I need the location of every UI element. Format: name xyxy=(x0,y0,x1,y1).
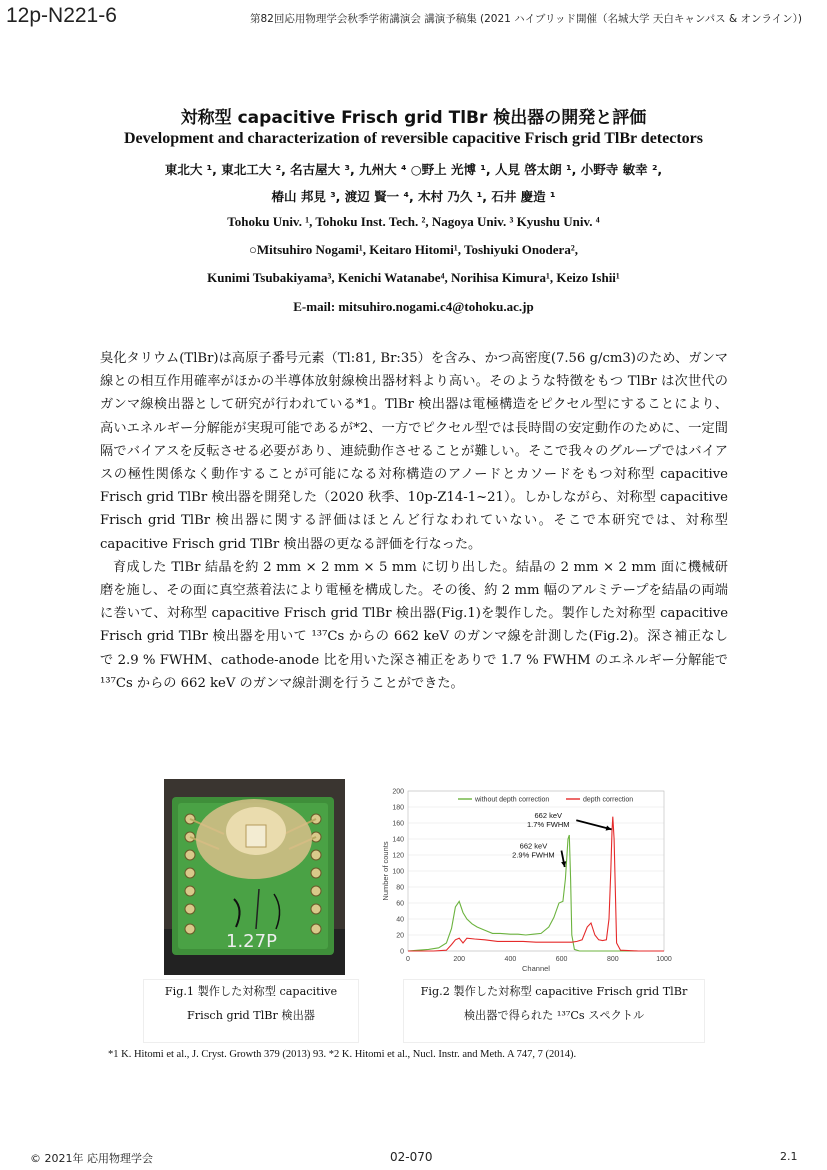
footer-page-code: 02-070 xyxy=(390,1150,433,1164)
paragraph-method: 育成した TlBr 結晶を約 2 mm × 2 mm × 5 mm に切り出した。結晶の 2 mm × 2 mm 面に機械研磨を施し、その面に真空蒸着法により電極を構成した。その後、約 2 mm 幅のアルミテープを結晶の両端に巻いて、対称型 capacitive Frisch grid TlBr 検出器(Fig.1)を製作した。製作した対称型 capacitive Frisch grid TlBr 検出器を用いて ¹³⁷Cs からの 662 keV のガンマ線を計測した(Fig.2)。深さ補正なしで 2.9 % FWHM、cathode-anode 比を用いた深さ補正をありで 1.7 % FWHM のエネルギー分解能で ¹³⁷Cs からの 662 keV のガンマ線計測を行うことができた。 xyxy=(100,559,728,691)
x-tick-label: 200 xyxy=(453,956,466,963)
authors-jp-line1: 東北大 ¹, 東北工大 ², 名古屋大 ³, 九州大 ⁴ ○野上 光博 ¹, 人見 啓太朗 ¹, 小野寺 敏幸 ², xyxy=(164,162,663,177)
body-text xyxy=(100,347,728,695)
email-line: E-mail: mitsuhiro.nogami.c4@tohoku.ac.jp xyxy=(293,299,534,314)
y-tick-label: 20 xyxy=(396,932,404,940)
authors-en-line1: ○Mitsuhiro Nogami¹, Keitaro Hitomi¹, Toshiyuki Onodera², xyxy=(249,242,578,257)
spectrum-chart xyxy=(376,783,676,981)
authors-en-line2: Kunimi Tsubakiyama³, Kenichi Watanabe⁴, Norihisa Kimura¹, Keizo Ishii¹ xyxy=(207,270,620,285)
y-tick-label: 0 xyxy=(400,948,404,956)
annotation-energy: 662 keV xyxy=(519,841,548,851)
legend-label: without depth correction xyxy=(475,796,550,804)
paragraph-intro: 臭化タリウム(TlBr)は高原子番号元素（Tl:81, Br:35）を含み、かつ高密度(7.56 g/cm3)のため、ガンマ線との相互作用確率がほかの半導体放射線検出器材料より高い。そのような特徴をもつ TlBr は次世代のガンマ線検出器として研究が行われている*1。TlBr 検出器は電極構造をピクセル型にすることにより、高いエネルギー分解能が実現可能であるが*2、一方でピクセル型では長時間の安定動作のために、一定間隔でバイアスを反転させる必要があり、連続動作させることが難しい。そこで我々のグループではバイアスの極性関係なく動作することが可能になる対称構造のアノードとカソードをもつ対称型 capacitive Frisch grid TlBr 検出器を開発した（2020 秋季、10p-Z14-1~21）。しかしながら、対称型 capacitive Frisch grid TlBr 検出器に関する評価はほとんど行なわれていない。そこで本研究では、対称型 capacitive Frisch grid TlBr 検出器の更なる評価を行なった。 xyxy=(100,351,728,552)
affiliations-en: Tohoku Univ. ¹, Tohoku Inst. Tech. ², Nagoya Univ. ³ Kyushu Univ. ⁴ xyxy=(227,214,600,229)
series-line-depth-correction xyxy=(408,817,664,951)
detector-photo xyxy=(164,779,345,975)
references: *1 K. Hitomi et al., J. Cryst. Growth 379 (2013) 93. *2 K. Hitomi et al., Nucl. Instr. and Meth. A 747, 7 (2014). xyxy=(108,1049,577,1060)
title-english: Development and characterization of reversible capacitive Frisch grid TlBr detectors xyxy=(124,130,703,147)
y-tick-label: 180 xyxy=(392,804,404,812)
y-tick-label: 100 xyxy=(392,868,404,876)
annotation-energy: 662 keV xyxy=(534,811,563,821)
conference-header: 第82回応用物理学会秋季学術講演会 講演予稿集 (2021 ハイブリッド開催（名城大学 天白キャンパス & オンライン）) xyxy=(250,13,803,25)
fig1-caption-line1: Fig.1 製作した対称型 capacitive xyxy=(164,985,338,998)
board-label: 1.27P xyxy=(226,931,277,952)
detector-photo-graphic xyxy=(164,779,345,975)
x-tick-label: 800 xyxy=(606,956,619,963)
abstract-id: 12p-N221-6 xyxy=(6,4,117,27)
x-tick-label: 1000 xyxy=(656,956,672,963)
x-tick-label: 600 xyxy=(555,956,568,963)
y-tick-label: 40 xyxy=(396,916,404,924)
y-tick-label: 140 xyxy=(392,836,404,844)
y-tick-label: 60 xyxy=(396,900,404,908)
fig2-caption xyxy=(403,979,705,1043)
fig2-caption-line1: Fig.2 製作した対称型 capacitive Frisch grid TlBr xyxy=(420,985,688,998)
x-tick-label: 400 xyxy=(504,956,517,963)
title-japanese: 対称型 capacitive Frisch grid TlBr 検出器の開発と評価 xyxy=(180,108,647,128)
spectrum-chart-svg xyxy=(376,783,676,981)
annotation-fwhm: 2.9% FWHM xyxy=(512,850,555,860)
y-tick-label: 120 xyxy=(392,852,404,860)
authors-jp-line2: 椿山 邦見 ³, 渡辺 賢一 ⁴, 木村 乃久 ¹, 石井 慶造 ¹ xyxy=(271,189,556,204)
x-tick-label: 0 xyxy=(406,956,410,963)
y-tick-label: 200 xyxy=(392,788,404,796)
annotation-arrow xyxy=(576,820,611,829)
y-tick-label: 80 xyxy=(396,884,404,892)
y-tick-label: 160 xyxy=(392,820,404,828)
fig1-caption-line2: Frisch grid TlBr 検出器 xyxy=(187,1009,315,1022)
annotation-fwhm: 1.7% FWHM xyxy=(527,820,570,830)
legend-label: depth correction xyxy=(583,796,634,804)
fig2-caption-line2: 検出器で得られた ¹³⁷Cs スペクトル xyxy=(463,1009,645,1022)
x-axis-label: Channel xyxy=(522,964,550,973)
footer-version: 2.1 xyxy=(780,1150,798,1163)
footer-copyright: © 2021年 応用物理学会 xyxy=(30,1152,153,1165)
y-axis-label: Number of counts xyxy=(381,841,390,901)
fig1-caption xyxy=(143,979,359,1043)
